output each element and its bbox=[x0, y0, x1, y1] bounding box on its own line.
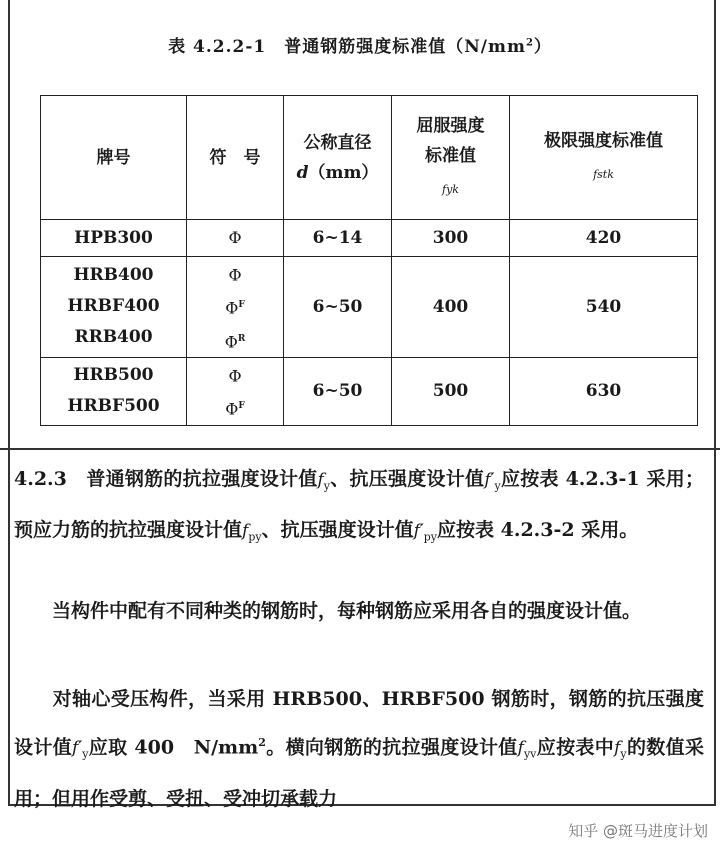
table-row bbox=[41, 357, 698, 425]
clause-paragraph-2: 当构件中配有不同种类的钢筋时，每种钢筋应采用各自的强度设计值。 bbox=[14, 600, 642, 622]
rebar-symbol-icon: Φ bbox=[228, 265, 242, 285]
rebar-symbol-icon: $\Phi^R$ bbox=[224, 331, 246, 351]
cell-symbol bbox=[187, 357, 284, 425]
header-yield: 屈服强度 标准值 fyk bbox=[392, 96, 510, 220]
cell-ultimate: 540 bbox=[510, 257, 698, 358]
table-header-row bbox=[41, 96, 698, 220]
rebar-symbol-icon: Φ bbox=[228, 228, 242, 247]
cell-yield: 400 bbox=[392, 257, 510, 358]
rebar-strength-table bbox=[40, 95, 698, 426]
cell-grade: HPB300 bbox=[41, 220, 187, 257]
cell-yield: 500 bbox=[392, 357, 510, 425]
cell-symbol bbox=[187, 257, 284, 358]
cell-grade: HRB500 HRBF500 bbox=[41, 357, 187, 425]
rebar-symbol-icon: Φ bbox=[228, 366, 242, 386]
clause-paragraph-3: 对轴心受压构件，当采用 HRB500、HRBF500 钢筋时，钢筋的抗压强度设计值$f'_y$应取 400 $N/mm^2$。横向钢筋的抗拉强度设计值$f_{yv}$应按表中$f_y$的数值采用；但用作受剪、受扭、受冲切承载力 bbox=[14, 688, 704, 810]
watermark: 知乎 @斑马进度计划 bbox=[568, 822, 708, 840]
rebar-symbol-icon: $\Phi^F$ bbox=[225, 298, 245, 318]
cell-ultimate: 630 bbox=[510, 357, 698, 425]
cell-grade: HRB400 HRBF400 RRB400 bbox=[41, 257, 187, 358]
table-row bbox=[41, 257, 698, 358]
header-ultimate: 极限强度标准值 fstk bbox=[510, 96, 698, 220]
cell-ultimate: 420 bbox=[510, 220, 698, 257]
cell-diameter: 6~50 bbox=[284, 357, 392, 425]
cell-symbol bbox=[187, 220, 284, 257]
rebar-symbol-icon: $\Phi^F$ bbox=[225, 399, 245, 419]
clause-paragraph-1: 4.2.3 普通钢筋的抗拉强度设计值$f_y$、抗压强度设计值$f'_y$应按表 4.2.3-1 采用；预应力筋的抗拉强度设计值$f_{py}$、抗压强度设计值$f'_{py}$应按表 4.2.3-2 采用。 bbox=[14, 468, 704, 544]
header-grade: 牌号 bbox=[41, 96, 187, 220]
header-diameter: 公称直径 d（mm） bbox=[284, 96, 392, 220]
header-symbol: 符 号 bbox=[187, 96, 284, 220]
cell-diameter: 6~50 bbox=[284, 257, 392, 358]
cell-yield: 300 bbox=[392, 220, 510, 257]
table-row bbox=[41, 220, 698, 257]
cell-diameter: 6~14 bbox=[284, 220, 392, 257]
table-title: 表 4.2.2-1 普通钢筋强度标准值$(N/mm^2)$ bbox=[168, 37, 552, 57]
